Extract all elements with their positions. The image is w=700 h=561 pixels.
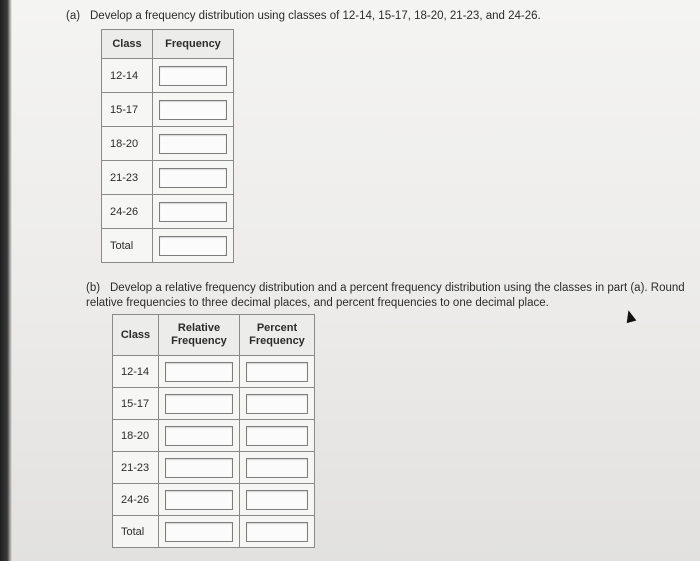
relative-percent-frequency-table	[112, 314, 315, 548]
table-row-total	[102, 229, 234, 263]
frequency-input[interactable]	[159, 100, 227, 120]
percent-frequency-input[interactable]	[246, 394, 308, 414]
class-cell: 24-26	[102, 195, 153, 229]
class-header: Class	[113, 315, 159, 356]
relative-frequency-input[interactable]	[165, 426, 233, 446]
class-cell: 24-26	[113, 484, 159, 516]
table-row	[102, 195, 234, 229]
percent-frequency-header: Percent Frequency	[240, 315, 315, 356]
class-header: Class	[102, 30, 153, 59]
frequency-input[interactable]	[159, 66, 227, 86]
frequency-input[interactable]	[159, 134, 227, 154]
frequency-input[interactable]	[159, 168, 227, 188]
relative-frequency-input[interactable]	[165, 362, 233, 382]
frequency-input[interactable]	[159, 202, 227, 222]
screen-edge	[0, 0, 12, 561]
relative-frequency-input[interactable]	[165, 490, 233, 510]
class-cell: 15-17	[113, 388, 159, 420]
table-row	[113, 452, 315, 484]
table-row	[113, 420, 315, 452]
question-a	[66, 9, 541, 24]
class-cell: 15-17	[102, 93, 153, 127]
relative-frequency-total-input[interactable]	[165, 522, 233, 542]
percent-frequency-total-input[interactable]	[246, 522, 308, 542]
table-row-total	[113, 516, 315, 548]
frequency-table	[101, 29, 234, 263]
table-row	[102, 161, 234, 195]
class-cell: 18-20	[102, 127, 153, 161]
frequency-total-input[interactable]	[159, 236, 227, 256]
percent-frequency-input[interactable]	[246, 426, 308, 446]
question-a-label: (a)	[66, 10, 81, 22]
class-cell: 18-20	[113, 420, 159, 452]
class-cell: 12-14	[113, 356, 159, 388]
table-row	[113, 484, 315, 516]
relative-frequency-input[interactable]	[165, 394, 233, 414]
table-row	[102, 127, 234, 161]
total-label: Total	[113, 516, 159, 548]
percent-frequency-input[interactable]	[246, 490, 308, 510]
class-cell: 21-23	[102, 161, 153, 195]
question-b-text: Develop a relative frequency distribution and a percent frequency distribution using the classes in part (a). Round relative frequencies to three decimal places, and percent frequencies to one decimal place.	[86, 282, 685, 309]
table-row	[102, 93, 234, 127]
question-b-label: (b)	[86, 282, 101, 294]
percent-frequency-input[interactable]	[246, 362, 308, 382]
class-cell: 21-23	[113, 452, 159, 484]
table-row	[113, 388, 315, 420]
table-row	[113, 356, 315, 388]
frequency-header: Frequency	[153, 30, 234, 59]
percent-frequency-input[interactable]	[246, 458, 308, 478]
relative-frequency-input[interactable]	[165, 458, 233, 478]
question-a-text: Develop a frequency distribution using classes of 12-14, 15-17, 18-20, 21-23, and 24-26.	[90, 10, 541, 22]
class-cell: 12-14	[102, 59, 153, 93]
table-row	[102, 59, 234, 93]
question-b	[86, 281, 696, 311]
relative-frequency-header: Relative Frequency	[159, 315, 240, 356]
mouse-cursor-icon	[624, 309, 637, 323]
total-label: Total	[102, 229, 153, 263]
